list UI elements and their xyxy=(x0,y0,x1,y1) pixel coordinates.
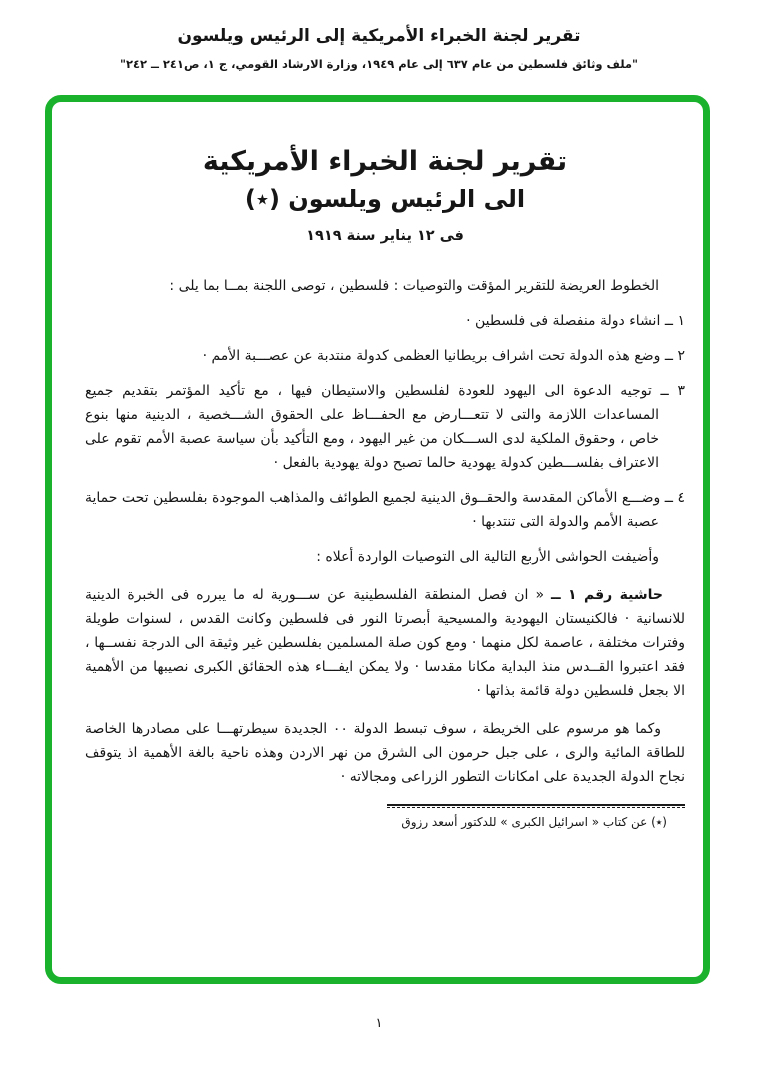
item-number: ٢ ــ xyxy=(664,348,685,365)
item-number: ٤ ــ xyxy=(664,490,686,507)
intro-paragraph: الخطوط العريضة للتقرير المؤقت والتوصيات : فلسطين ، توصى اللجنة بمــا بما يلى : xyxy=(169,278,659,295)
page-number: ١ xyxy=(375,1016,383,1031)
header-title: تقرير لجنة الخبراء الأمريكية إلى الرئيس ويلسون xyxy=(177,26,581,46)
item-text: انشاء دولة منفصلة فى فلسطين · xyxy=(466,313,661,330)
closing-paragraph: وكما هو مرسوم على الخريطة ، سوف تبسط الدولة ٠٠ الجديدة سيطرتهـــا على مصادرها الخاصة للطاقة المائية والرى ، على جبل حرمون الى الشرق من نهر الاردن وهذه ناحية بالغة الأهمية اذ يتوقف نجاح الدولة الجديدة على امكانات التطور الزراعى ومجالاته · xyxy=(85,721,685,786)
item-text: توجيه الدعوة الى اليهود للعودة لفلسطين والاستيطان فيها ، مع تأكيد المؤتمر بتقديم جميع المساعدات اللازمة والتى لا تتعـــارض مع الحفـــاظ على الحقوق الشـــخصية ، الدينية منها بنوع خاص ، وحقوق الملكية لدى الســـكان من غير اليهود ، ومع التأكيد بأن سياسة عصبة الأمم تقوم على الاعتراف بفلســـطين كدولة يهودية حالما تصبح دولة يهودية بالفعل · xyxy=(85,383,659,472)
footnote-divider xyxy=(387,804,685,808)
page-header xyxy=(0,26,758,71)
footnote-1-text: « ان فصل المنطقة الفلسطينية عن ســـورية له ما يبرره فى الخبرة الدينية للانسانية · فالكنيستان اليهودية والمسيحية أبصرتا النور فى فلسطين وكانت القدس ، لسنوات طويلة وفترات مختلفة ، عاصمة لكل منهما · ومع كون صلة المسلمين بفلسطين غير وثيقة الى الدرجة نفســها ، فقد اعتبروا القــدس منذ البداية مكانا مقدسا · ولا يمكن ايفـــاء هذه الحقائق الكبرى نصيبها من الأهمية الا بجعل فلسطين دولة قائمة بذاتها · xyxy=(85,587,685,700)
document-date: فى ١٢ يناير سنة ١٩١٩ xyxy=(306,228,464,245)
notes-intro-line: وأضيفت الحواشى الأربع التالية الى التوصيات الواردة أعلاه : xyxy=(316,549,659,566)
footnote-1-paragraph xyxy=(85,583,685,703)
green-border-frame xyxy=(45,95,710,984)
document-title-line1: تقرير لجنة الخبراء الأمريكية xyxy=(202,146,568,177)
header-source-citation: "ملف وثائق فلسطين من عام ٦٣٧ إلى عام ١٩٤٩، وزارة الارشاد القومي، ج ١، ص٢٤١ ــ ٢٤٢" xyxy=(119,57,639,72)
recommendation-item-2 xyxy=(85,344,685,368)
document-title-block xyxy=(85,144,685,244)
recommendation-item-1 xyxy=(85,309,685,333)
item-text: وضع هذه الدولة تحت اشراف بريطانيا العظمى كدولة منتدبة عن عصـــبة الأمم · xyxy=(202,348,661,365)
item-number: ٣ ــ xyxy=(660,383,685,400)
document-title-line2: الى الرئيس ويلسون (٭) xyxy=(244,185,526,214)
footnote-1-label: حاشية رقم ١ ــ xyxy=(551,587,663,604)
item-number: ١ ــ xyxy=(664,313,685,330)
source-footnote-block xyxy=(85,804,685,829)
recommendation-item-3 xyxy=(85,379,685,475)
item-text: وضـــع الأماكن المقدسة والحقــوق الدينية لجميع الطوائف والمذاهب الموجودة بفلسطين تحت حماية عصبة الأمم والدولة التى تنتدبها · xyxy=(85,490,661,531)
source-footnote-text: (٭) عن كتاب « اسرائيل الكبرى » للدكتور أسعد رزوق xyxy=(401,815,667,830)
recommendation-item-4 xyxy=(85,486,685,534)
